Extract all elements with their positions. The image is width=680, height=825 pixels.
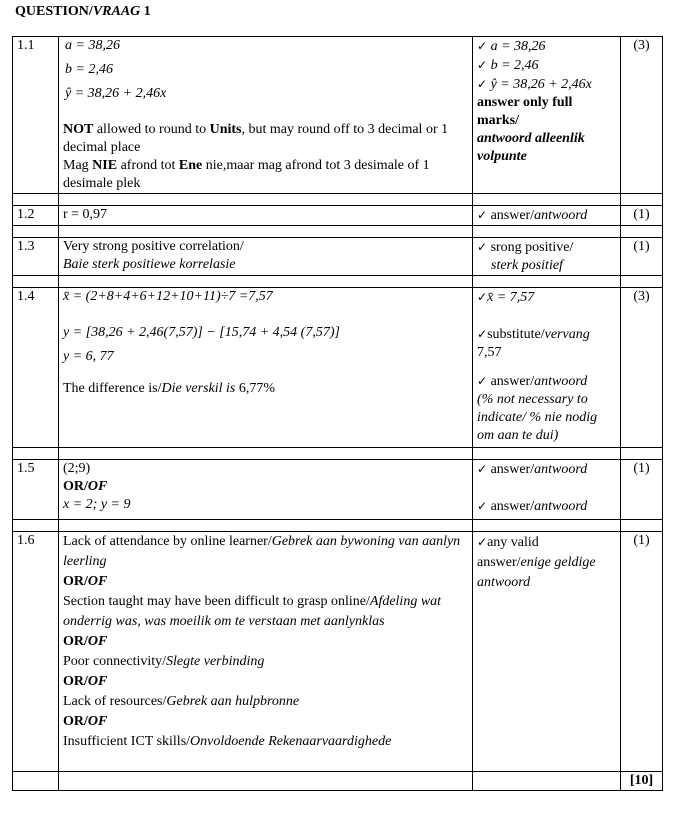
marking-cell: ✓ answer/antwoord: [473, 206, 621, 226]
check-icon: ✓: [477, 374, 488, 388]
regression-equation: ŷ = 38,26 + 2,46x: [65, 86, 167, 101]
check-icon: ✓: [477, 58, 488, 72]
check-icon: ✓: [477, 77, 488, 91]
mark-b: ✓ b = 2,46: [477, 58, 539, 73]
mean-calculation: x̄ = (2+8+4+6+12+10+11)÷7 =7,57: [63, 289, 273, 304]
marks: (1): [621, 206, 663, 226]
marking-cell: ✓x̄ = 7,57 ✓substitute/vervang 7,57 ✓ answer/antwoord (% not necessary to indicate/ % nie nodig om aan te dui): [473, 288, 621, 448]
total-marks: [10]: [621, 772, 663, 791]
check-icon: ✓: [477, 39, 488, 53]
value-a: a = 38,26: [65, 38, 120, 53]
mark-a: ✓ a = 38,26: [477, 39, 546, 54]
question-number: 1.2: [13, 206, 59, 226]
value-b: b = 2,46: [65, 62, 113, 77]
question-number: 1.3: [13, 238, 59, 276]
check-icon: ✓: [477, 240, 488, 254]
question-row-1-5: [13, 460, 663, 520]
answer-cell: Lack of attendance by online learner/Gebrek aan bywoning van aanlyn leerling OR/OF Section taught may have been difficult to grasp online/Afdeling wat onderrig was, was moeilik om te verstaan met aanlynklas OR/OF Poor connectivity/Slegte verbinding OR/OF Lack of resources/Gebrek aan hulpbronne OR/OF Insufficient ICT skills/Onvoldoende Rekenaarvaardighede: [59, 532, 473, 772]
rounding-note-english: NOT allowed to round to Units, but may round off to 3 decimal or 1 decimal place: [63, 122, 449, 155]
marks: (1): [621, 460, 663, 520]
check-icon: ✓: [477, 290, 488, 304]
answer-cell: Very strong positive correlation/ Baie sterk positiewe korrelasie: [59, 238, 473, 276]
answer-cell: [59, 288, 473, 448]
memorandum-table: [12, 36, 663, 791]
rounding-note-afrikaans: Mag NIE afrond tot Ene nie,maar mag afrond tot 3 desimale of 1 desimale plek: [63, 158, 430, 191]
answer-cell: r = 0,97: [59, 206, 473, 226]
marks: (3): [621, 288, 663, 448]
question-row-1-1: [13, 37, 663, 194]
marking-cell: ✓any valid answer/enige geldige antwoord: [473, 532, 621, 772]
question-row-1-2: [13, 206, 663, 226]
check-icon: ✓: [477, 327, 488, 341]
difference-statement: The difference is/Die verskil is 6,77%: [63, 381, 276, 396]
check-icon: ✓: [477, 499, 488, 513]
answer-cell: (2;9) OR/OF x = 2; y = 9: [59, 460, 473, 520]
marks: (3): [621, 37, 663, 194]
mark-note-afrikaans: antwoord alleenlik volpunte: [477, 131, 585, 164]
marking-cell: [473, 37, 621, 194]
check-icon: ✓: [477, 535, 488, 549]
page-title: QUESTION/VRAAG 1: [15, 4, 151, 19]
check-icon: ✓: [477, 208, 488, 222]
difference-calculation: y = [38,26 + 2,46(7,57)] − [15,74 + 4,54 (7,57)]: [63, 325, 340, 340]
question-row-1-6: [13, 532, 663, 772]
percentage-note: (% not necessary to indicate/ % nie nodig om aan te dui): [477, 392, 598, 443]
mark-note: answer only full marks/: [477, 95, 573, 128]
answer-cell: [59, 37, 473, 194]
marking-cell: ✓ srong positive/ sterk positief: [473, 238, 621, 276]
question-number: 1.5: [13, 460, 59, 520]
question-number: 1.1: [13, 37, 59, 194]
total-row: [13, 772, 663, 791]
check-icon: ✓: [477, 462, 488, 476]
marks: (1): [621, 532, 663, 772]
question-number: 1.4: [13, 288, 59, 448]
difference-result: y = 6, 77: [63, 349, 114, 364]
mark-equation: ✓ ŷ = 38,26 + 2,46x: [477, 77, 592, 92]
question-row-1-4: [13, 288, 663, 448]
question-row-1-3: [13, 238, 663, 276]
marks: (1): [621, 238, 663, 276]
question-number: 1.6: [13, 532, 59, 772]
marking-cell: ✓ answer/antwoord ✓ answer/antwoord: [473, 460, 621, 520]
